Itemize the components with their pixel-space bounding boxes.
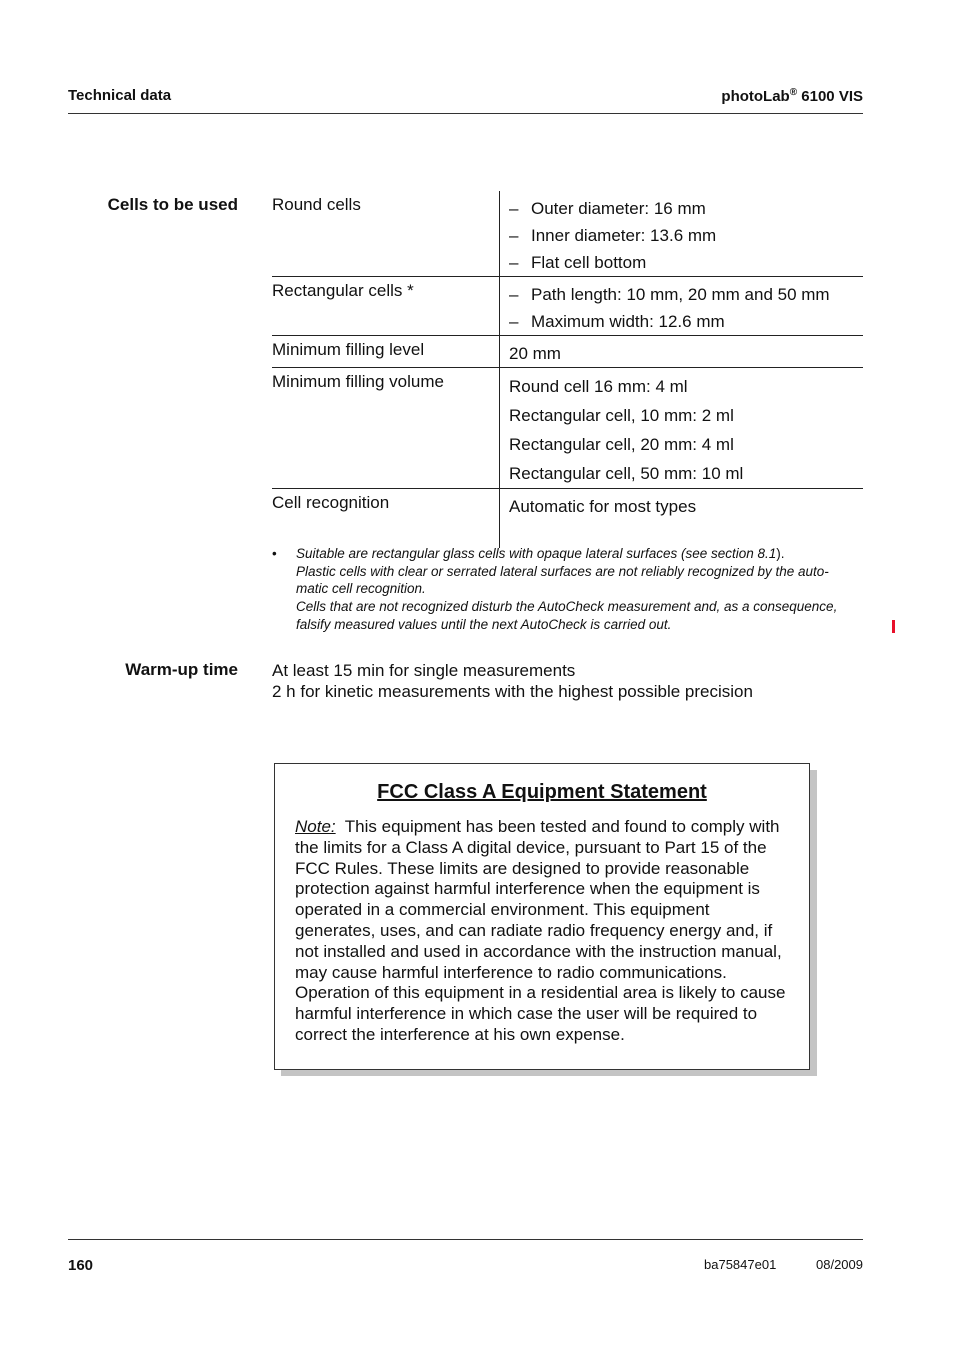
row-label: Minimum filling level <box>272 336 500 368</box>
bullet-glyph: • <box>272 546 277 561</box>
product-model: 6100 VIS <box>797 88 863 105</box>
row-value <box>500 336 864 368</box>
product-name: photoLab <box>721 88 790 105</box>
fcc-line: operated in a commercial environment. This equipment <box>295 900 710 920</box>
fcc-line: FCC Rules. These limits are designed to provide reasonable <box>295 858 750 878</box>
note-label: Note: <box>295 817 336 836</box>
row-label: Cell recognition <box>272 493 390 512</box>
row-label: Minimum filling volume <box>272 368 500 489</box>
fcc-line: harmful interference in which case the user will be required to <box>295 1004 758 1024</box>
list-item: Rectangular cell, 10 mm: 2 ml <box>509 406 734 425</box>
fcc-line: not installed and used in accordance with the instruction manual, <box>295 941 782 961</box>
table-row <box>272 336 863 368</box>
table-row <box>272 368 863 489</box>
fcc-line: generates, uses, and can radiate radio frequency energy and, if <box>295 920 773 940</box>
row-value <box>500 368 864 489</box>
fcc-line: Note: This equipment has been tested and found to comply with <box>295 817 780 836</box>
footnote-line: falsify measured values until the next AutoCheck is carried out. <box>296 616 672 632</box>
list-item: Round cell 16 mm: 4 ml <box>509 377 688 396</box>
warmup-section-label: Warm-up time <box>125 660 238 679</box>
fcc-line: the limits for a Class A digital device, pursuant to Part 15 of the <box>295 837 767 857</box>
row-value <box>500 277 864 336</box>
list-item: – Outer diameter: 16 mm <box>509 199 706 218</box>
list-item: Rectangular cell, 50 mm: 10 ml <box>509 464 744 483</box>
row-label: Round cells <box>272 191 500 277</box>
row-value <box>500 191 864 277</box>
fcc-line: correct the interference at his own expense. <box>295 1024 625 1044</box>
list-item: – Path length: 10 mm, 20 mm and 50 mm <box>509 285 830 304</box>
registered-mark: ® <box>789 87 798 98</box>
warmup-line: 2 h for kinetic measurements with the highest possible precision <box>272 682 753 701</box>
cells-footnote <box>272 545 872 634</box>
header-product-name <box>721 87 863 105</box>
table-row <box>272 191 863 277</box>
list-item: – Flat cell bottom <box>509 253 647 272</box>
footnote-line: matic cell recognition. <box>296 581 426 597</box>
fcc-statement-box <box>274 763 810 1070</box>
footnote-line: Plastic cells with clear or serrated lateral surfaces are not reliably recognized by the auto- <box>296 563 829 579</box>
row-value <box>500 489 864 548</box>
table-row <box>272 489 863 548</box>
list-item: Rectangular cell, 20 mm: 4 ml <box>509 435 734 454</box>
document-id: ba75847e01 <box>704 1257 777 1272</box>
change-bar <box>892 620 895 633</box>
header-section-title: Technical data <box>68 87 172 104</box>
page-number: 160 <box>68 1257 94 1274</box>
document-date: 08/2009 <box>816 1257 863 1272</box>
cells-spec-table <box>272 191 863 548</box>
list-item: Automatic for most types <box>509 497 697 516</box>
warmup-text <box>272 660 753 702</box>
list-item: 20 mm <box>509 344 561 363</box>
fcc-line: Operation of this equipment in a residential area is likely to cause <box>295 983 786 1003</box>
fcc-line: protection against harmful interference when the equipment is <box>295 879 760 899</box>
list-item: – Inner diameter: 13.6 mm <box>509 226 717 245</box>
cells-section-label: Cells to be used <box>107 195 238 214</box>
warmup-line: At least 15 min for single measurements <box>272 661 576 680</box>
table-row <box>272 277 863 336</box>
footnote-line: Suitable are rectangular glass cells with opaque lateral surfaces (see section 8.1). <box>296 546 785 561</box>
fcc-title: FCC Class A Equipment Statement <box>377 781 707 803</box>
fcc-body <box>295 817 795 1046</box>
header-rule <box>68 113 863 114</box>
footer-rule <box>68 1239 863 1240</box>
footnote-line: Cells that are not recognized disturb the AutoCheck measurement and, as a consequence, <box>296 599 838 615</box>
list-item: – Maximum width: 12.6 mm <box>509 312 725 331</box>
section-reference: 8.1 <box>757 546 777 561</box>
row-label: Rectangular cells * <box>272 277 500 336</box>
fcc-line: may cause harmful interference to radio communications. <box>295 962 727 982</box>
